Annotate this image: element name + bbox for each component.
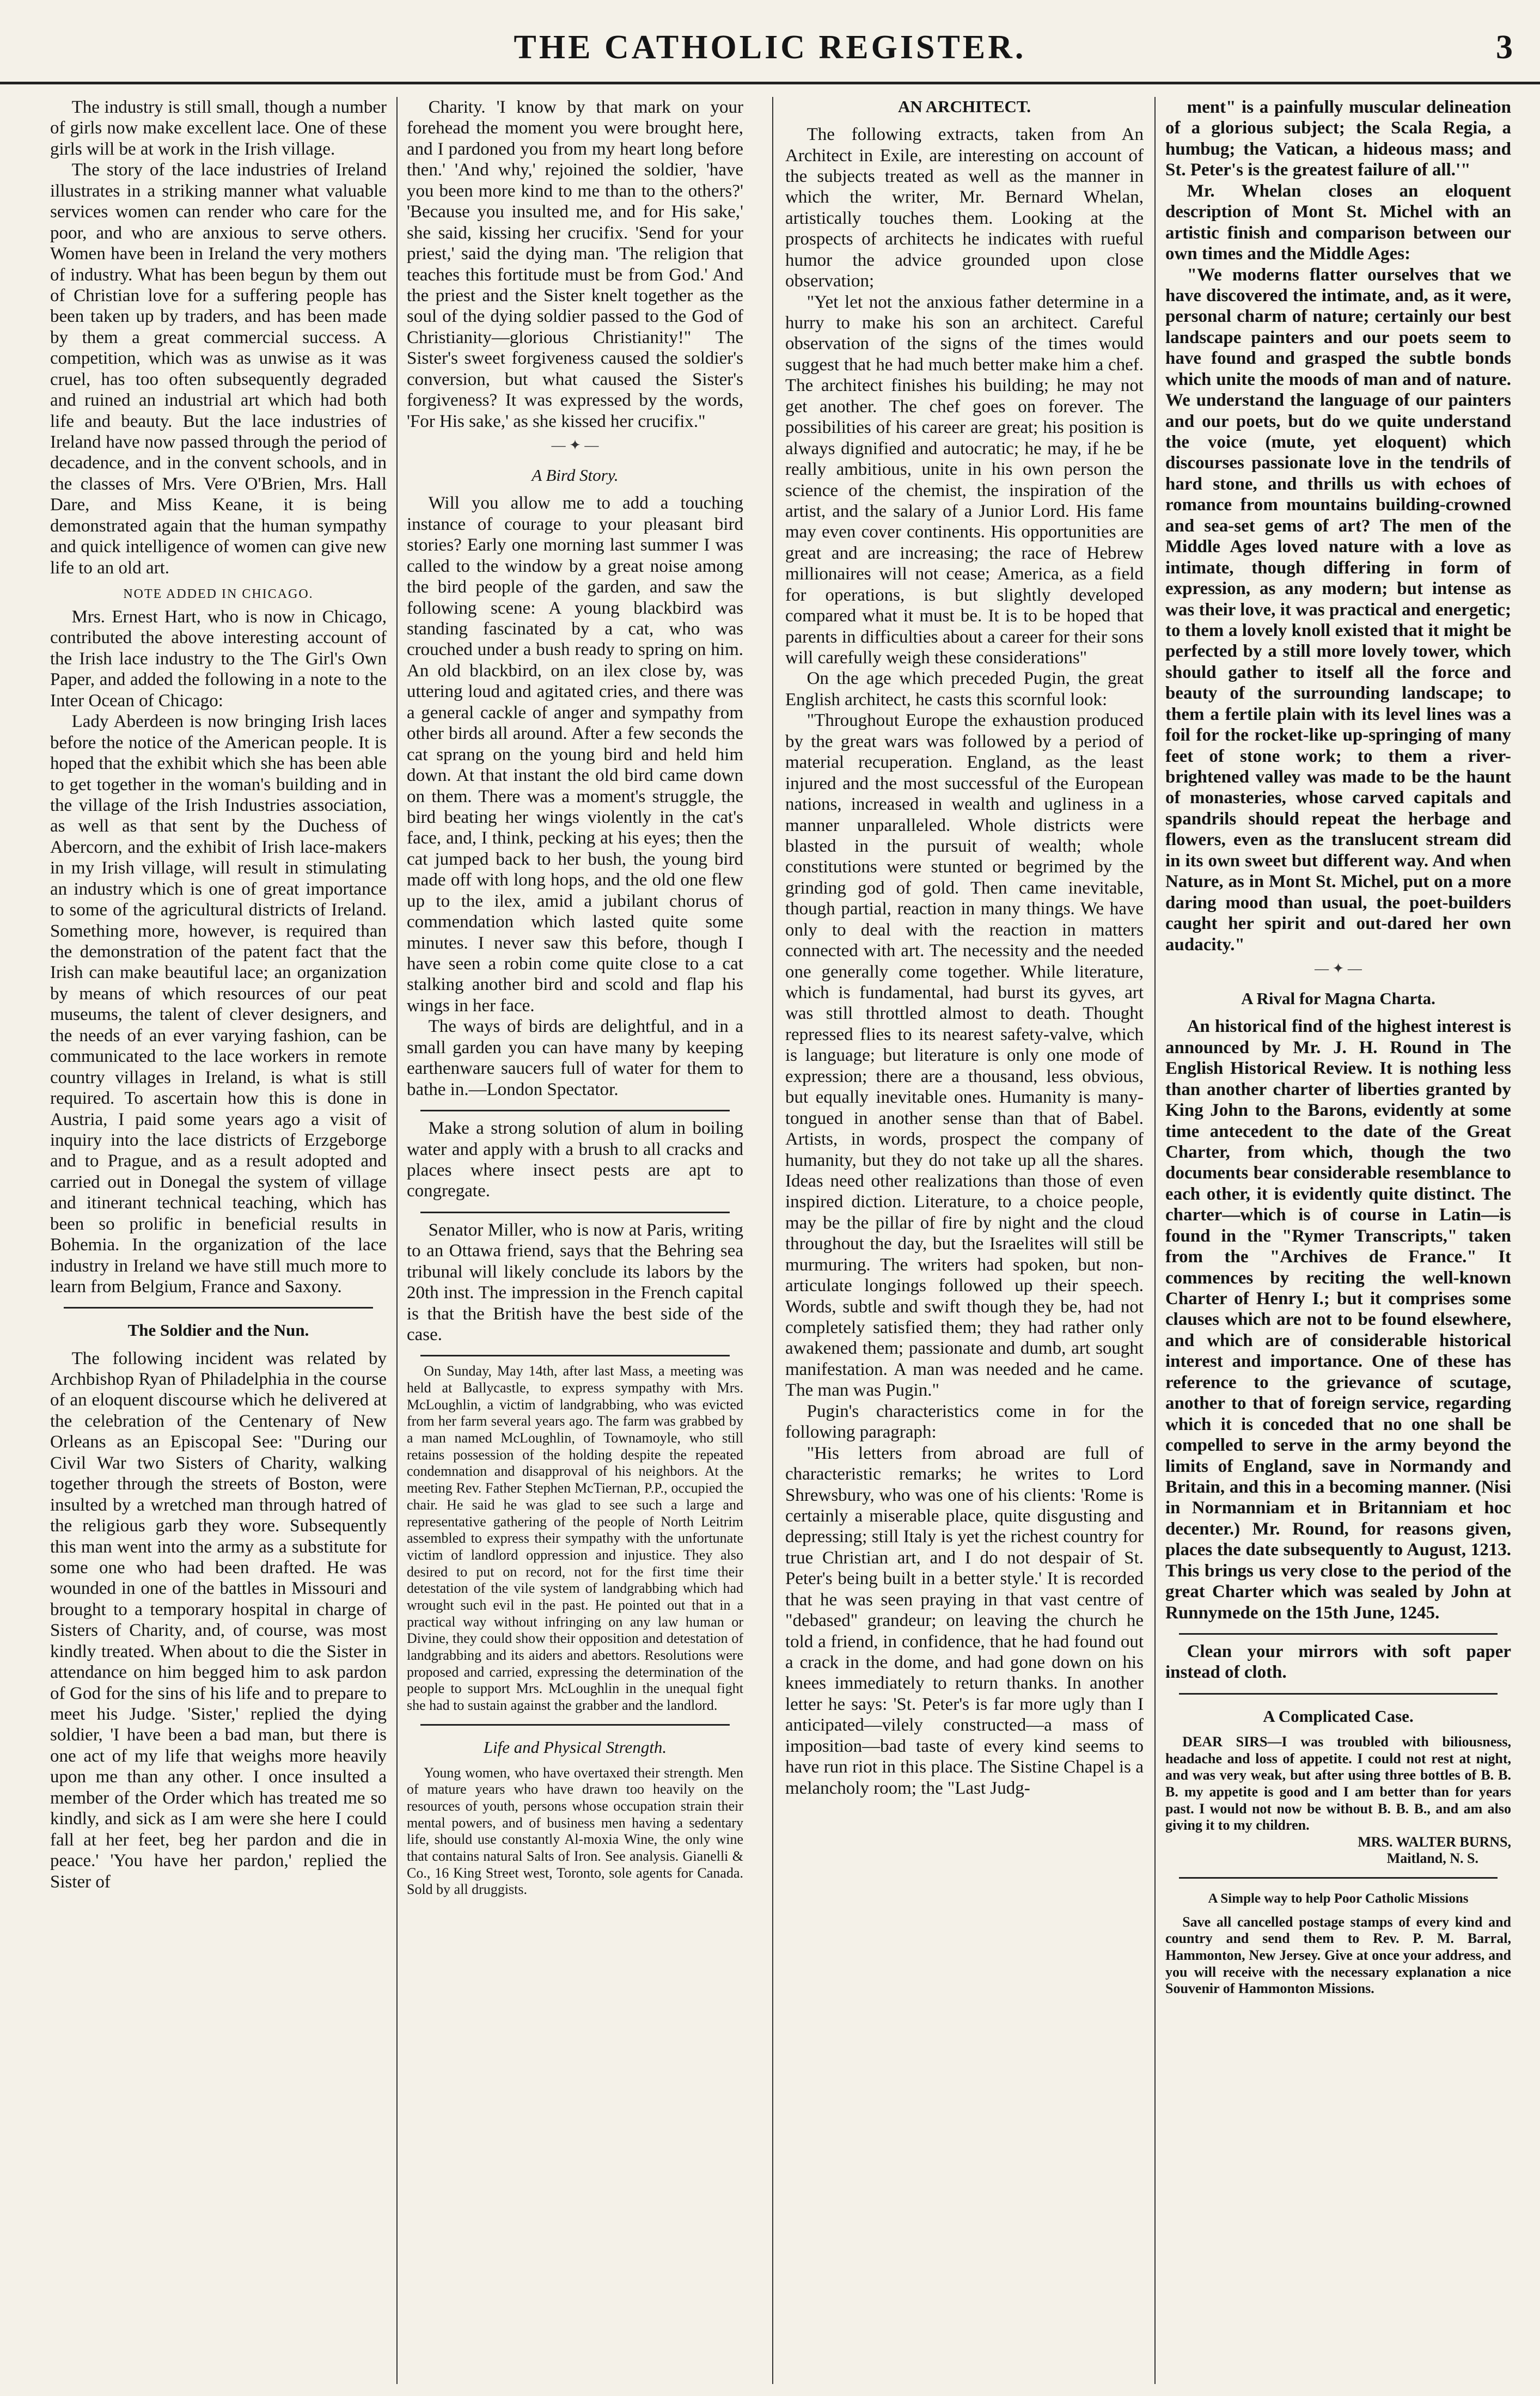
paragraph: Will you allow me to add a touching instance of courage to your pleasant bird stories? Early one morning last summer I was called to the window by a great noise among the bird people of the garden, and saw the following scene: A young blackbird was standing fascinated by a cat, who was crouched under a bush ready to spring on him. An old blackbird, on an ilex close by, was uttering loud and agitated cries, and there was a general cackle of anger and sympathy from other birds all around. After a few seconds the cat sprang on the young bird and held him down. At that instant the old bird came down on them. There was a moment's struggle, the bird beating her wings violently in the cat's face, and, I think, pecking at his eyes; then the cat jumped back to her bush, the young bird made off with long hops, and the old one flew up to the ilex, amid a jubilant chorus of commendation which lasted quite some minutes. I never saw this before, though I have seen a robin come quite close to a cat stalking another bird and scold and flap his wings in her face. — [407, 493, 743, 1016]
paragraph: Young women, who have overtaxed their strength. Men of mature years who have drawn too heavily on the resources of youth, persons whose occupation strain their mental powers, and of business men having a sedentary life, should use constantly Al-moxia Wine, the only wine that contains natural Salts of Iron. See analysis. Gianelli & Co., 16 King Street west, Toronto, sole agents for Canada. Sold by all druggists. — [407, 1764, 743, 1898]
paragraph: "Yet let not the anxious father determine in a hurry to make his son an architect. Careful observation of the signs of the times would suggest that he had much better make him a chef. The architect finishes his building; he may not get another. The chef goes on forever. The possibilities of his career are great; his position is always dignified and autocratic; he may, if he be really ambitious, unite in his own person the science of the chemist, the inspiration of the artist, and the salary of a Junior Lord. His fame may even cover continents. His opportunities are great and are increasing; the race of Hebrew millionaires will not cease; America, as a field for operations, is but slightly developed compared what it must be. It is to be hoped that parents in difficulties about a career for their sons will carefully weigh these considerations" — [785, 292, 1144, 668]
paragraph: The industry is still small, though a number of girls now make excellent lace. One of these girls will be at work in the Irish village. — [50, 97, 387, 159]
column-divider — [396, 97, 398, 2384]
paragraph: "His letters from abroad are full of characteristic remarks; he writes to Lord Shrewsbury, who was one of his clients: 'Rome is certainly a miserable place, quite disgusting and depressing; still Italy is yet the richest country for true Christian art, and I do not despair of St. Peter's being built in a better style.' It is recorded that he was seen praying in that vast centre of "debased" grandeur; on leaving the church he told a friend, in confidence, that he had found out a crack in the dome, and had gone down on his knees immediately to return thanks. In another letter he says: 'St. Peter's is far more ugly than I anticipated—vilely constructed—a mass of imposition—bad taste of every kind seems to have run riot in this place. The Sistine Chapel is a melancholy room; the "Last Judg- — [785, 1443, 1144, 1798]
paragraph: Make a strong solution of alum in boiling water and apply with a brush to all cracks and places where insect pests are apt to congregate. — [407, 1118, 743, 1201]
section-rule — [64, 1307, 374, 1309]
article-heading-soldier-nun: The Soldier and the Nun. — [127, 1321, 309, 1340]
signature-name: MRS. WALTER BURNS, — [1358, 1834, 1511, 1850]
masthead — [22, 28, 1518, 72]
article-heading-magna-charta: A Rival for Magna Charta. — [1241, 989, 1435, 1008]
section-rule — [420, 1110, 730, 1111]
masthead-rule — [0, 82, 1540, 84]
column-4 — [1165, 97, 1511, 2384]
paragraph: The ways of birds are delightful, and in a small garden you can have many by keeping earthenware saucers full of water for them to bathe in.—London Spectator. — [407, 1017, 743, 1099]
column-3 — [785, 97, 1144, 2384]
column-1 — [50, 97, 387, 2384]
signature-place: Maitland, N. S. — [1386, 1850, 1478, 1867]
column-divider — [772, 97, 773, 2384]
paragraph: On Sunday, May 14th, after last Mass, a meeting was held at Ballycastle, to express sympathy with Mrs. McLoughlin, a victim of landgrabbing, who was evicted from her farm several years ago. The farm was grabbed by a man named McLoughlin, of Townamoyle, who still retains possession of the holding despite the repeated condemnation and disapproval of his neighbors. At the meeting Rev. Father Stephen McTiernan, P.P., occupied the chair. He said he was glad to see such a large and representative gathering of the people of North Leitrim assembled to express their sympathy with the unfortunate victim of landlord oppression and injustice. They also desired to put on record, not for the first time their detestation of the vile system of landgrabbing which had wrought such evil in the past. He pointed out that in a practical way without infringing on any law human or Divine, they could show their opposition and detestation of landgrabbing and its aiders and abettors. Resolutions were proposed and carried, expressing the determination of the people to support Mrs. McLoughlin in the unequal fight she had to sustain against the grabber and the landlord. — [407, 1363, 743, 1713]
ornament-divider: — ✦ — — [1315, 960, 1362, 976]
masthead-title: THE CATHOLIC REGISTER. — [514, 29, 1026, 66]
paragraph: "Throughout Europe the exhaustion produced by the great wars was followed by a period of material recuperation. England, as the least injured and the most successful of the European nations, increased in wealth and ugliness in a manner unparalleled. Whole districts were blasted in the pursuit of wealth; whole constitutions were stunted or begrimed by the grinding god of gold. Then came inevitable, though partial, reaction in many things. We have only to deal with the reaction in matters connected with art. The necessity and the needed one generally come together. While literature, which is fundamental, had burst its gyves, art was still throttled almost to death. Thought repressed flies to its nearest safety-valve, which is language; but literature is only one mode of expression; there are a thousand, less obvious, but equally inevitable ones. Humanity is many-tongued in another sense than that of Babel. Artists, in words, prospect the company of humanity, but they do not take up all the shares. Ideas need other realizations than those of even inspired diction. Literature, to a choice people, may be the pillar of fire by night and the cloud throughout the day, but the Israelites will still be murmuring. The writers had spoken, but non-articulate longings followed up their speech. Words, subtle and swift though they be, had not completely satisfied them; they had rather only awakened them; passionate and dumb, art sought manifestation. A man was needed and he came. The man was Pugin." — [785, 711, 1144, 1401]
paragraph: "We moderns flatter ourselves that we have discovered the intimate, and, as it were, personal charm of nature; certainly our best landscape painters and our poets seem to have found and grasped the subtle bonds which unite the moods of man and of nature. We understand the language of our painters and our poets, but do we quite understand the voice (mute, yet eloquent) which discourses passionate love in the tendrils of hard stone, and thrills us with echoes of romance from mountains building-crowned and sea-set gems of art? The men of the Middle Ages loved nature with a love as intimate, though differing in form of expression, as any modern; but intense as was their love, it was practical and energetic; to them a lovely knoll existed that it might be perfected by a still more lovely tower, which should gather to itself all the force and beauty of the surrounding landscape; to them a fertile plain with its level lines was a foil for the rocket-like up-springing of many feet of stone work; to them a river-brightened valley was made to be the haunt of monasteries, whose carved capitals and spandrils should repeat the herbage and flowers, even as the translucent stream did in its own sweet but different way. And when Nature, as in Mont St. Michel, put on a more daring mood than usual, the poet-builders caught her spirit and out-dared her own audacity." — [1165, 265, 1511, 955]
paragraph: An historical find of the highest interest is announced by Mr. J. H. Round in The English Historical Review. It is nothing less than another charter of liberties granted by King John to the Barons, evidently at some time antecedent to the date of the Great Charter, from which, though the two documents bear considerable resemblance to each other, it is evidently quite distinct. The charter—which is of course in Latin—is found in the "Rymer Transcripts," taken from the "Archives de France." It commences by reciting the well-known Charter of Henry I.; but it comprises some clauses which are not to be found elsewhere, and which are of considerable historical interest and importance. One of these has reference to the grievance of scutage, another to that of foreign service, regarding which it is conceded that no one shall be compelled to serve in the army beyond the limits of England, save in Normandy and Britain, and this in a becoming manner. (Nisi in Normanniam et in Britanniam et hoc decenter.) Mr. Round, for reasons given, places the date subsequently to August, 1213. This brings us very close to the period of the great Charter which was sealed by John at Runnymede on the 15th June, 1245. — [1165, 1017, 1511, 1623]
paragraph: Mrs. Ernest Hart, who is now in Chicago, contributed the above interesting account of the Irish lace industry to the The Girl's Own Paper, and added the following in a note to the Inter Ocean of Chicago: — [50, 607, 387, 711]
article-heading-architect: AN ARCHITECT. — [897, 97, 1031, 116]
paragraph: Mr. Whelan closes an eloquent description of Mont St. Michel with an artistic finish and comparison between our own times and the Middle Ages: — [1165, 181, 1511, 264]
column-2 — [407, 97, 743, 2384]
paragraph: Save all cancelled postage stamps of every kind and country and send them to Rev. P. M. Barral, Hammonton, New Jersey. Give at once your address, and you will receive with the necessary explanation a nice Souvenir of Hammonton Missions. — [1165, 1914, 1511, 1997]
section-rule — [1179, 1693, 1497, 1695]
paragraph: The following extracts, taken from An Architect in Exile, are interesting on account of the subjects treated as well as the manner in which the writer, Mr. Bernard Whelan, artistically touches them. Looking at the prospects of architects he indicates with rueful humor the advice grounded upon close observation; — [785, 125, 1144, 291]
paragraph: The following incident was related by Archbishop Ryan of Philadelphia in the course of an eloquent discourse which he delivered at the celebration of the Centenary of New Orleans as an Episcopal See: "During our Civil War two Sisters of Charity, walking together through the streets of Boston, were insulted by a wretched man through hatred of the religious garb they wore. Subsequently this man went into the army as a substitute for some one who had been drafted. He was wounded in one of the battles in Missouri and brought to a temporary hospital in charge of Sisters of Charity, and, of course, was most kindly treated. When about to die the Sister in attendance on him begged him to ask pardon of God for the sins of his life and to prepare to meet his Judge. 'Sister,' replied the dying soldier, 'I have been a bad man, but there is one act of my life that weighs more heavily upon me than any other. I once insulted a member of the Order which has treated me so kindly, and sick as I am were she here I could fall at her feet, beg her pardon and die in peace.' 'You have her pardon,' replied the Sister of — [50, 1348, 387, 1892]
subheading-note-chicago: NOTE ADDED IN CHICAGO. — [123, 587, 314, 602]
paragraph: Pugin's characteristics come in for the following paragraph: — [785, 1401, 1144, 1443]
article-heading-bird-story: A Bird Story. — [531, 466, 619, 485]
paragraph: The story of the lace industries of Ireland illustrates in a striking manner what valuable services women can render who care for the poor, and who are anxious to serve others. Women have been in Ireland the very mothers of industry. What has been begun by them out of Christian love for a suffering people has been taken up by traders, and has been made by them a great commercial success. A competition, which was as unwise as it was cruel, has too often subsequently degraded and ruined an industrial art which had both life and beauty. But the lace industries of Ireland have now passed through the period of decadence, and in the convent schools, and in the classes of Mrs. Vere O'Brien, Mrs. Hall Dare, and Miss Keane, it is being demonstrated again that the human sympathy and quick intelligence of women can give new life to an old art. — [50, 160, 387, 578]
paragraph: Charity. 'I know by that mark on your forehead the moment you were brought here, and I pardoned you from my heart long before then.' 'And why,' rejoined the soldier, 'have you been more kind to me than to the others?' 'Because you insulted me, and for His sake,' she said, kissing her crucifix. 'Send for your priest,' said the dying man. 'The religion that teaches this fortitude must be from God.' And the priest and the Sister knelt together as the soul of the dying soldier passed to the God of Christianity—glorious Christianity!" The Sister's sweet forgiveness caused the soldier's conversion, but what caused the Sister's forgiveness? It was expressed by the words, 'For His sake,' as she kissed her crucifix." — [407, 97, 743, 431]
paragraph: Clean your mirrors with soft paper instead of cloth. — [1165, 1642, 1511, 1683]
article-heading-life-strength: Life and Physical Strength. — [483, 1737, 667, 1757]
section-rule — [420, 1724, 730, 1726]
paragraph: On the age which preceded Pugin, the great English architect, he casts this scornful look: — [785, 669, 1144, 710]
paragraph: ment" is a painfully muscular delineation of a glorious subject; the Scala Regia, a humbug; the Vatican, a hideous mass; and St. Peter's is the greatest failure of all.'" — [1165, 97, 1511, 180]
column-divider — [1154, 97, 1156, 2384]
section-rule — [420, 1355, 730, 1356]
paragraph: Lady Aberdeen is now bringing Irish laces before the notice of the American people. It is hoped that the exhibit which she has been able to get together in the woman's building and in the village of the Irish Industries association, as well as that sent by the Duchess of Abercorn, and the exhibit of Irish lace-makers in my Irish village, will result in stimulating an industry which is one of great importance to some of the agricultural districts of Ireland. Something more, however, is required than the demonstration of the patent fact that the Irish can make beautiful lace; an organization by means of which resources of our peat museums, the talent of clever designers, and the needs of an ever varying fashion, can be communicated to the lace workers in remote country villages in Ireland, is what is still required. To ascertain how this is done in Austria, I paid some years ago a visit of inquiry into the lace districts of Erzgeborge and to Prague, and as a result adopted and carried out in Donegal the system of village and itinerant technical teaching, which has been so prolific in beneficial results in Bohemia. In the organization of the lace industry in Ireland we have still much more to learn from Belgium, France and Saxony. — [50, 712, 387, 1297]
paragraph: DEAR SIRS—I was troubled with biliousness, headache and loss of appetite. I could not rest at night, and was very weak, but after using three bottles of B. B. B. my appetite is good and I am better than for years past. I would not now be without B. B. B., and am also giving it to my children. — [1165, 1734, 1511, 1833]
ornament-divider: — ✦ — — [551, 437, 599, 453]
article-heading-missions: A Simple way to help Poor Catholic Missions — [1208, 1891, 1469, 1906]
page-number: 3 — [1496, 29, 1513, 66]
section-rule — [420, 1212, 730, 1213]
paragraph: Senator Miller, who is now at Paris, writing to an Ottawa friend, says that the Behring sea tribunal will likely conclude its labors by the 20th inst. The impression in the French capital is that the British have the best side of the case. — [407, 1220, 743, 1345]
section-rule — [1179, 1633, 1497, 1635]
article-heading-complicated-case: A Complicated Case. — [1263, 1706, 1414, 1726]
section-rule — [1179, 1877, 1497, 1879]
